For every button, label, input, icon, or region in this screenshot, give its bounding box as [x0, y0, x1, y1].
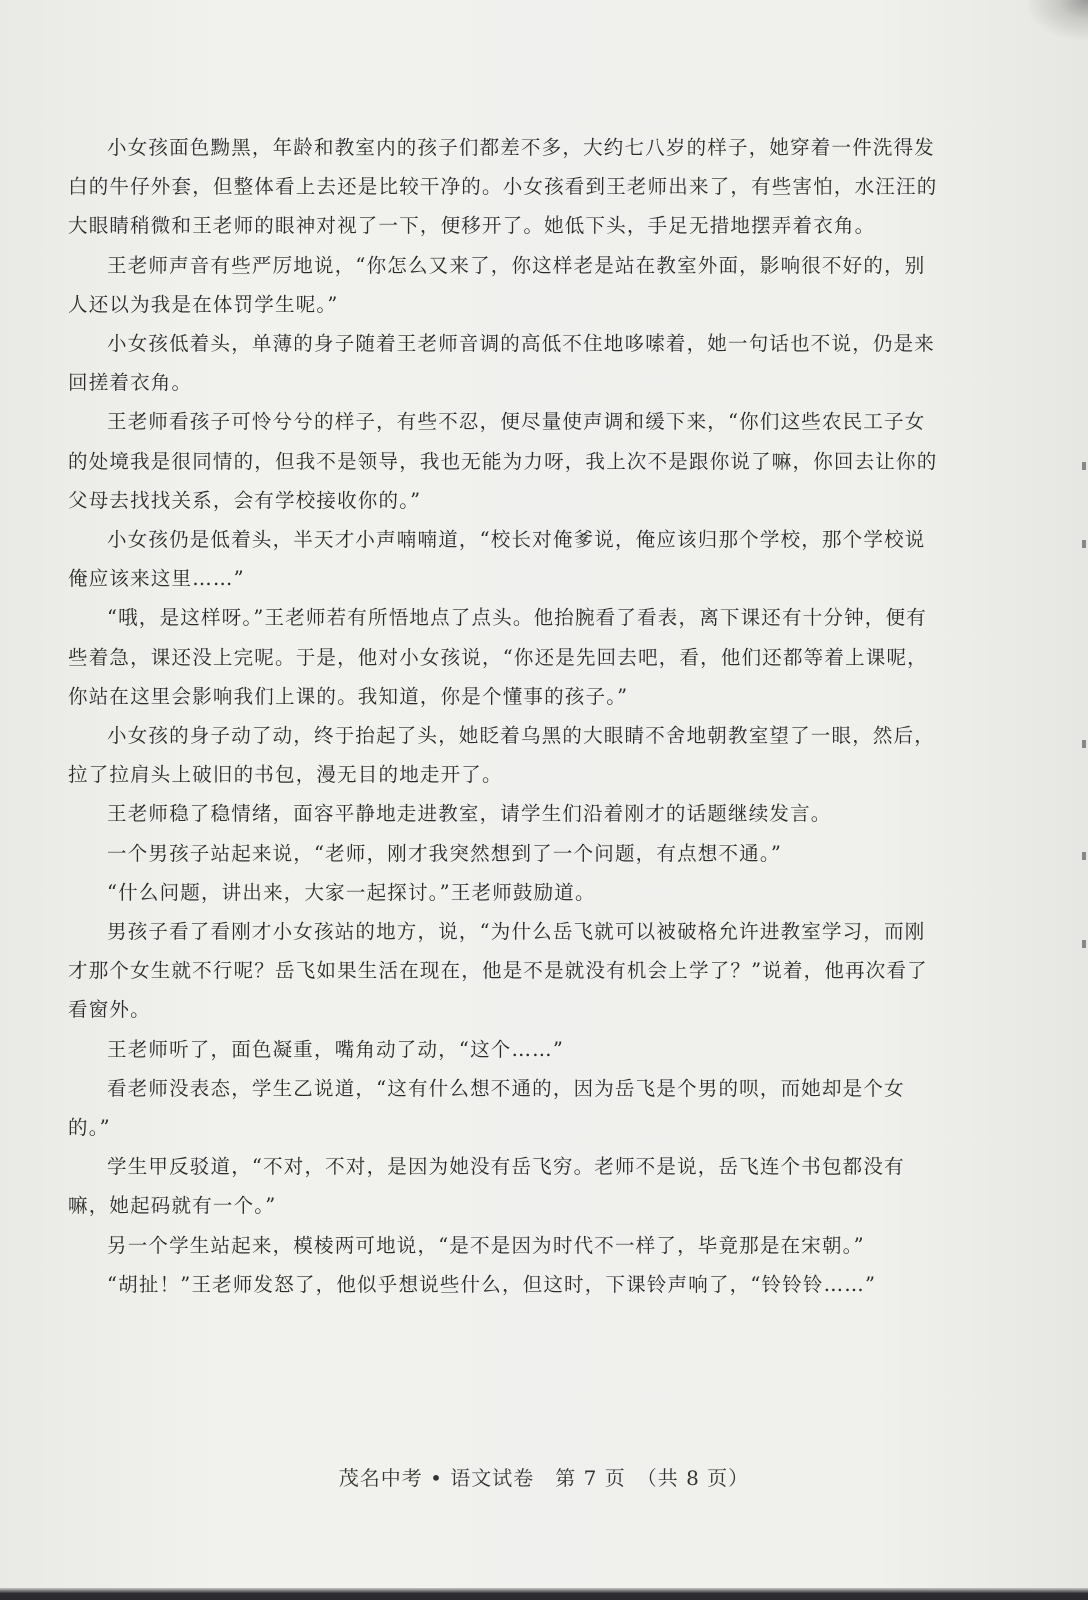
margin-mark: [1082, 540, 1086, 548]
paragraph: “哦，是这样呀。”王老师若有所悟地点了点头。他抬腕看了看表，离下课还有十分钟，便有些着急，课还没上完呢。于是，他对小女孩说，“你还是先回去吧，看，他们还都等着上课呢，你站在这里会影响我们上课的。我知道，你是个懂事的孩子。”: [68, 606, 928, 708]
passage-text: [68, 128, 938, 1304]
paragraph: 小女孩面色黝黑，年龄和教室内的孩子们都差不多，大约七八岁的样子，她穿着一件洗得发白的牛仔外套，但整体看上去还是比较干净的。小女孩看到王老师出来了，有些害怕，水汪汪的大眼睛稍微和王老师的眼神对视了一下，便移开了。她低下头，手足无措地摆弄着衣角。: [68, 136, 938, 238]
margin-mark: [1082, 852, 1086, 860]
paragraph: 学生甲反驳道，“不对，不对，是因为她没有岳飞穷。老师不是说，岳飞连个书包都没有嘛，她起码就有一个。”: [68, 1155, 905, 1218]
paragraph: 男孩子看了看刚才小女孩站的地方，说，“为什么岳飞就可以被破格允许进教室学习，而刚才那个女生就不行呢？岳飞如果生活在现在，他是不是就没有机会上学了？”说着，他再次看了看窗外。: [68, 920, 928, 1022]
paragraph: 王老师听了，面色凝重，嘴角动了动，“这个……”: [107, 1037, 565, 1061]
paragraph: 王老师声音有些严厉地说，“你怎么又来了，你这样老是站在教室外面，影响很不好的，别人还以为我是在体罚学生呢。”: [68, 253, 926, 316]
paragraph: 王老师稳了稳情绪，面容平静地走进教室，请学生们沿着刚才的话题继续发言。: [107, 802, 832, 826]
paragraph: 小女孩仍是低着头，半天才小声喃喃道，“校长对俺爹说，俺应该归那个学校，那个学校说俺应该来这里……”: [68, 528, 926, 591]
paragraph: 看老师没表态，学生乙说道，“这有什么想不通的，因为岳飞是个男的呗，而她却是个女的。”: [68, 1076, 905, 1140]
page-footer: 茂名中考 • 语文试卷 第 7 页 （共 8 页）: [338, 1466, 750, 1490]
scan-corner-shadow: [1028, 0, 1088, 40]
margin-mark: [1082, 940, 1086, 948]
margin-mark: [1082, 740, 1086, 748]
paragraph: “胡扯！”王老师发怒了，他似乎想说些什么，但这时，下课铃声响了，“铃铃铃……”: [107, 1272, 877, 1296]
paragraph: 小女孩的身子动了动，终于抬起了头，她眨着乌黑的大眼睛不舍地朝教室望了一眼，然后，拉了拉肩头上破旧的书包，漫无目的地走开了。: [68, 724, 936, 787]
scan-bottom-edge: [0, 1588, 1088, 1600]
paragraph: 一个男孩子站起来说，“老师，刚才我突然想到了一个问题，有点想不通。”: [107, 841, 782, 865]
margin-mark: [1082, 462, 1086, 470]
paragraph: “什么问题，讲出来，大家一起探讨。”王老师鼓励道。: [107, 880, 596, 904]
paragraph: 小女孩低着头，单薄的身子随着王老师音调的高低不住地哆嗦着，她一句话也不说，仍是来回搓着衣角。: [68, 332, 936, 395]
paragraph: 王老师看孩子可怜兮兮的样子，有些不忍，便尽量使声调和缓下来，“你们这些农民工子女的处境我是很同情的，但我不是领导，我也无能为力呀，我上次不是跟你说了嘛，你回去让你的父母去找找关系，会有学校接收你的。”: [68, 410, 938, 512]
paragraph: 另一个学生站起来，模棱两可地说，“是不是因为时代不一样了，毕竟那是在宋朝。”: [107, 1233, 865, 1257]
